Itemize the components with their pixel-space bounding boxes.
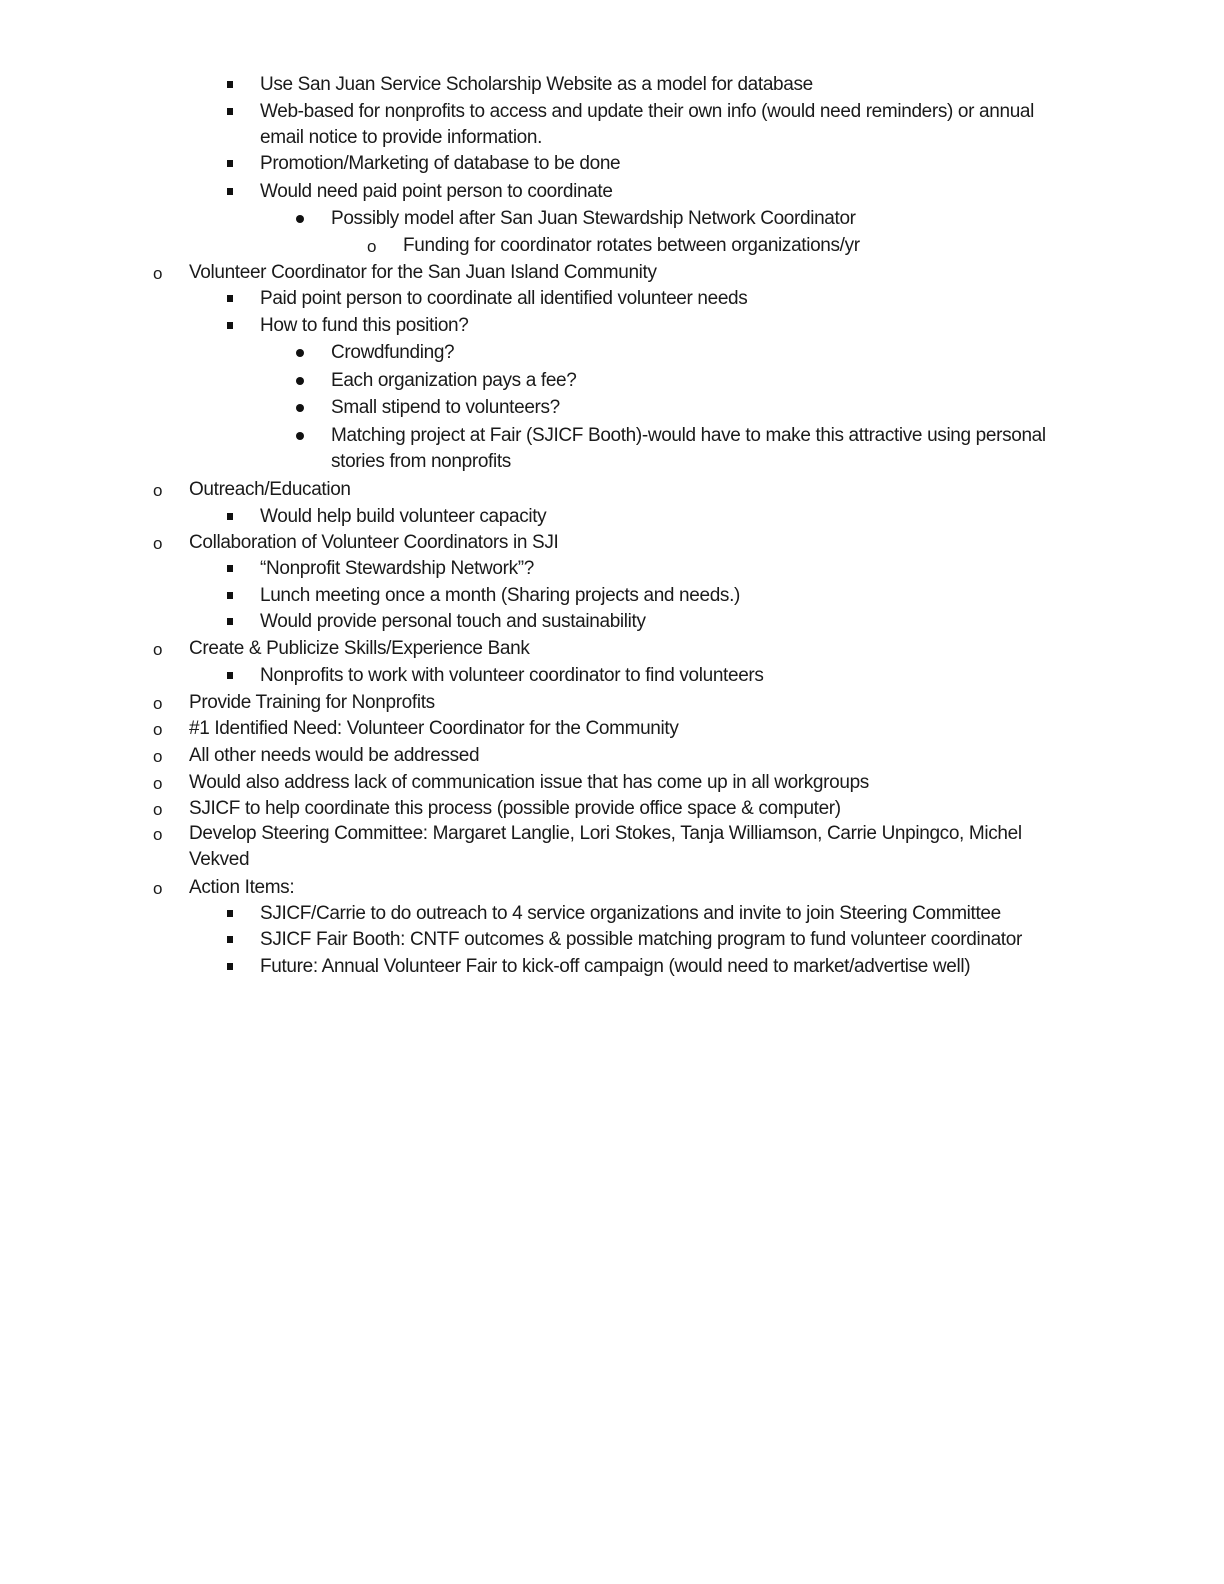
square-bullet-icon xyxy=(227,322,233,329)
list-item-text: SJICF/Carrie to do outreach to 4 service organizations and invite to join Steering Committee xyxy=(260,903,1001,924)
hollow-circle-bullet-icon: o xyxy=(153,747,163,766)
list-item-text: Crowdfunding? xyxy=(331,342,455,363)
square-bullet-icon xyxy=(227,910,233,917)
square-bullet-icon xyxy=(227,160,233,167)
list-item-text: Promotion/Marketing of database to be done xyxy=(260,153,621,174)
list-item-text: SJICF Fair Booth: CNTF outcomes & possible matching program to fund volunteer coordinator xyxy=(260,929,1022,950)
hollow-circle-bullet-icon: o xyxy=(153,264,163,283)
square-bullet-icon xyxy=(227,963,233,970)
hollow-circle-bullet-icon: o xyxy=(153,825,163,844)
list-item-text: Use San Juan Service Scholarship Website as a model for database xyxy=(260,74,813,95)
square-bullet-icon xyxy=(227,618,233,625)
hollow-circle-bullet-icon: o xyxy=(153,800,163,819)
square-bullet-icon xyxy=(227,936,233,943)
list-item-text: Outreach/Education xyxy=(189,479,351,500)
list-item-text: Would help build volunteer capacity xyxy=(260,506,547,527)
hollow-circle-bullet-icon: o xyxy=(153,640,163,659)
dot-bullet-icon xyxy=(296,432,304,440)
square-bullet-icon xyxy=(227,565,233,572)
list-item-text: Possibly model after San Juan Stewardship Network Coordinator xyxy=(331,208,856,229)
list-item-text: Would provide personal touch and sustainability xyxy=(260,611,646,632)
hollow-circle-bullet-icon: o xyxy=(153,694,163,713)
hollow-circle-bullet-icon: o xyxy=(153,720,163,739)
list-item-text: Matching project at Fair (SJICF Booth)-would have to make this attractive using personal xyxy=(331,425,1046,446)
square-bullet-icon xyxy=(227,295,233,302)
list-item-text: Action Items: xyxy=(189,877,295,898)
list-item-text: Each organization pays a fee? xyxy=(331,370,577,391)
square-bullet-icon xyxy=(227,672,233,679)
list-item-continuation: email notice to provide information. xyxy=(260,127,543,148)
square-bullet-icon xyxy=(227,81,233,88)
dot-bullet-icon xyxy=(296,215,304,223)
list-item-text: All other needs would be addressed xyxy=(189,745,480,766)
list-item-text: Paid point person to coordinate all identified volunteer needs xyxy=(260,288,748,309)
list-item-text: Lunch meeting once a month (Sharing projects and needs.) xyxy=(260,585,740,606)
square-bullet-icon xyxy=(227,513,233,520)
list-item-text: #1 Identified Need: Volunteer Coordinator for the Community xyxy=(189,718,679,739)
list-item-text: Funding for coordinator rotates between organizations/yr xyxy=(403,235,860,256)
dot-bullet-icon xyxy=(296,349,304,357)
list-item-text: Would also address lack of communication issue that has come up in all workgroups xyxy=(189,772,869,793)
list-item-text: Collaboration of Volunteer Coordinators in SJI xyxy=(189,532,559,553)
list-item-text: Develop Steering Committee: Margaret Langlie, Lori Stokes, Tanja Williamson, Carrie Unpingco, Michel xyxy=(189,823,1022,844)
hollow-circle-bullet-icon: o xyxy=(153,879,163,898)
square-bullet-icon xyxy=(227,108,233,115)
hollow-circle-bullet-icon: o xyxy=(153,481,163,500)
square-bullet-icon xyxy=(227,188,233,195)
list-item-continuation: stories from nonprofits xyxy=(331,451,511,472)
list-item-text: Nonprofits to work with volunteer coordinator to find volunteers xyxy=(260,665,764,686)
dot-bullet-icon xyxy=(296,377,304,385)
square-bullet-icon xyxy=(227,592,233,599)
list-item-text: Provide Training for Nonprofits xyxy=(189,692,435,713)
list-item-text: Web-based for nonprofits to access and update their own info (would need reminders) or annual xyxy=(260,101,1035,122)
list-item-text: Volunteer Coordinator for the San Juan Island Community xyxy=(189,262,657,283)
list-item-continuation: Vekved xyxy=(189,849,250,870)
hollow-circle-bullet-icon: o xyxy=(153,774,163,793)
dot-bullet-icon xyxy=(296,404,304,412)
list-item-text: Create & Publicize Skills/Experience Bank xyxy=(189,638,530,659)
list-item-text: SJICF to help coordinate this process (possible provide office space & computer) xyxy=(189,798,841,819)
hollow-circle-bullet-icon: o xyxy=(367,237,377,256)
list-item-text: Would need paid point person to coordinate xyxy=(260,181,613,202)
list-item-text: How to fund this position? xyxy=(260,315,469,336)
list-item-text: “Nonprofit Stewardship Network”? xyxy=(260,558,534,579)
hollow-circle-bullet-icon: o xyxy=(153,534,163,553)
list-item-text: Future: Annual Volunteer Fair to kick-off campaign (would need to market/advertise well) xyxy=(260,956,971,977)
list-item-text: Small stipend to volunteers? xyxy=(331,397,560,418)
